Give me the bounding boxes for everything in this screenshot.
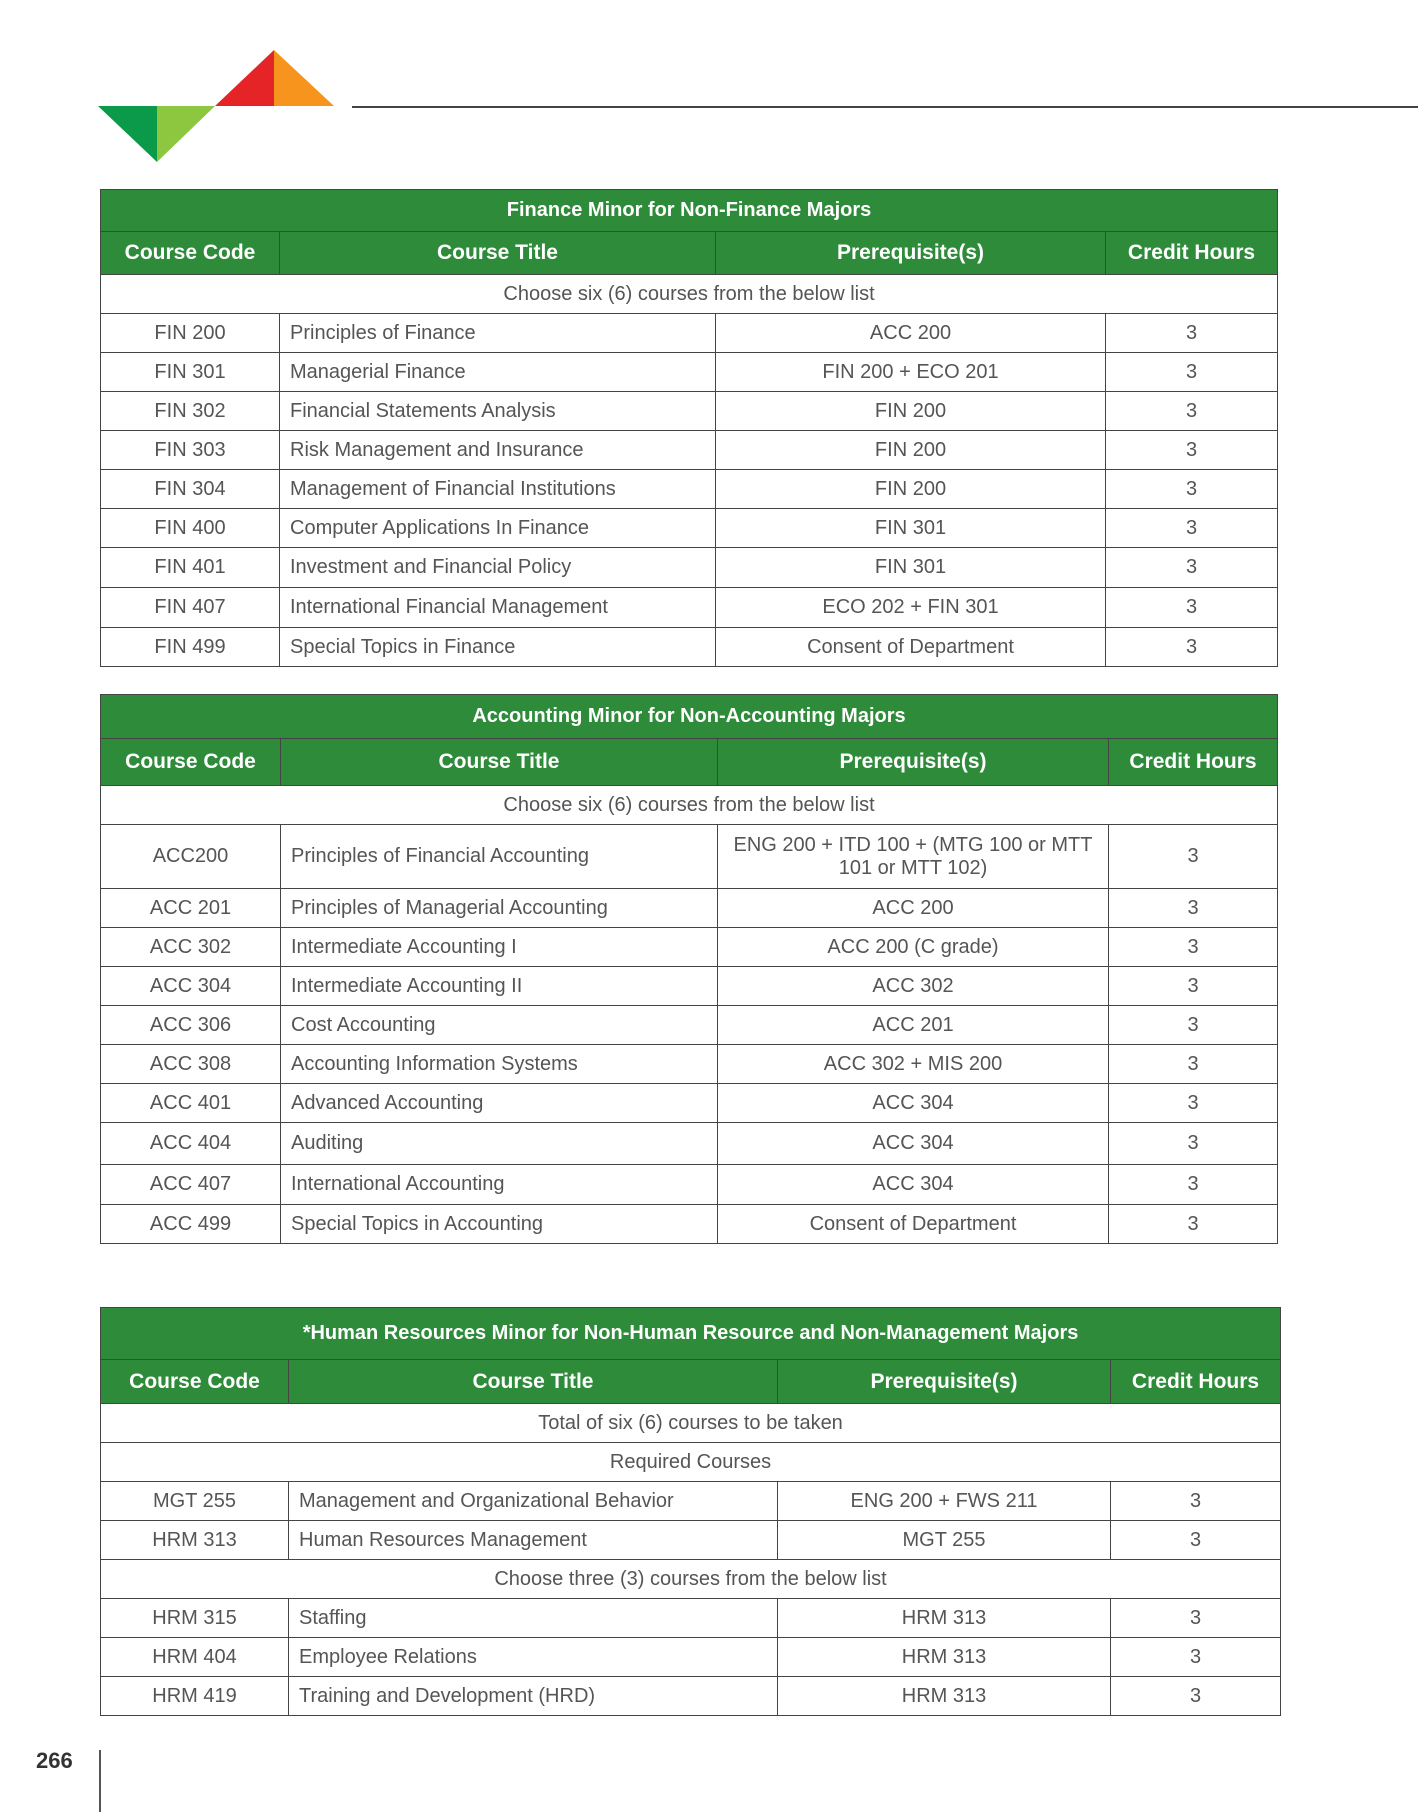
course-title: Management of Financial Institutions — [280, 470, 716, 509]
table-row — [101, 967, 1278, 1006]
course-prereq: ACC 302 — [718, 967, 1109, 1006]
course-prereq: ACC 200 — [718, 889, 1109, 928]
table-caption: Finance Minor for Non-Finance Majors — [101, 190, 1278, 232]
table-row — [101, 1006, 1278, 1045]
course-prereq: ACC 201 — [718, 1006, 1109, 1045]
table-row — [101, 928, 1278, 967]
table-row — [101, 825, 1278, 889]
header-rule — [352, 106, 1418, 108]
table-caption: Accounting Minor for Non-Accounting Majors — [101, 695, 1278, 739]
course-code: FIN 304 — [101, 470, 280, 509]
course-prereq: ACC 304 — [718, 1084, 1109, 1123]
course-prereq: FIN 301 — [716, 509, 1106, 548]
course-title: Auditing — [281, 1123, 718, 1165]
table-row — [101, 548, 1278, 588]
course-credits: 3 — [1106, 353, 1278, 392]
course-credits: 3 — [1109, 967, 1278, 1006]
course-code: ACC 308 — [101, 1045, 281, 1084]
course-prereq: ENG 200 + ITD 100 + (MTG 100 or MTT 101 or MTT 102) — [718, 825, 1109, 889]
footer-rule — [99, 1750, 101, 1812]
course-credits: 3 — [1111, 1677, 1281, 1716]
table-row — [101, 353, 1278, 392]
column-header-prerequisites: Prerequisite(s) — [778, 1360, 1111, 1404]
course-code: ACC 302 — [101, 928, 281, 967]
course-title: Computer Applications In Finance — [280, 509, 716, 548]
course-code: HRM 419 — [101, 1677, 289, 1716]
course-code: ACC 499 — [101, 1205, 281, 1244]
course-code: FIN 400 — [101, 509, 280, 548]
hr-minor-table — [100, 1307, 1281, 1716]
course-title: Employee Relations — [289, 1638, 778, 1677]
course-prereq: FIN 200 — [716, 431, 1106, 470]
course-prereq: ACC 302 + MIS 200 — [718, 1045, 1109, 1084]
course-credits: 3 — [1106, 470, 1278, 509]
course-credits: 3 — [1109, 1205, 1278, 1244]
course-code: ACC 401 — [101, 1084, 281, 1123]
course-credits: 3 — [1106, 628, 1278, 667]
course-title: Training and Development (HRD) — [289, 1677, 778, 1716]
table-row — [101, 1165, 1278, 1205]
table-note: Choose six (6) courses from the below list — [101, 786, 1278, 825]
course-credits: 3 — [1109, 889, 1278, 928]
table-note: Total of six (6) courses to be taken — [101, 1404, 1281, 1443]
course-credits: 3 — [1109, 825, 1278, 889]
course-prereq: ACC 200 — [716, 314, 1106, 353]
column-header-credit-hours: Credit Hours — [1109, 739, 1278, 786]
logo-triangles-icon — [98, 50, 334, 162]
table-note: Choose six (6) courses from the below list — [101, 275, 1278, 314]
table-row — [101, 1084, 1278, 1123]
course-credits: 3 — [1109, 1084, 1278, 1123]
course-code: ACC 306 — [101, 1006, 281, 1045]
table-row — [101, 431, 1278, 470]
table-note: Required Courses — [101, 1443, 1281, 1482]
course-title: Managerial Finance — [280, 353, 716, 392]
course-code: FIN 301 — [101, 353, 280, 392]
course-title: Principles of Managerial Accounting — [281, 889, 718, 928]
course-title: Risk Management and Insurance — [280, 431, 716, 470]
table-row — [101, 509, 1278, 548]
table-row — [101, 1599, 1281, 1638]
course-title: Special Topics in Finance — [280, 628, 716, 667]
accounting-minor-table — [100, 694, 1278, 1244]
course-credits: 3 — [1109, 1006, 1278, 1045]
finance-minor-table — [100, 189, 1278, 667]
course-code: ACC 201 — [101, 889, 281, 928]
table-row — [101, 1521, 1281, 1560]
table-row — [101, 1677, 1281, 1716]
course-credits: 3 — [1106, 392, 1278, 431]
course-credits: 3 — [1106, 431, 1278, 470]
course-credits: 3 — [1111, 1482, 1281, 1521]
course-prereq: ACC 304 — [718, 1165, 1109, 1205]
table-row — [101, 314, 1278, 353]
column-header-course-title: Course Title — [289, 1360, 778, 1404]
course-prereq: HRM 313 — [778, 1599, 1111, 1638]
course-credits: 3 — [1109, 1045, 1278, 1084]
course-prereq: HRM 313 — [778, 1638, 1111, 1677]
course-code: FIN 499 — [101, 628, 280, 667]
course-code: MGT 255 — [101, 1482, 289, 1521]
course-prereq: FIN 200 — [716, 470, 1106, 509]
table-row — [101, 1638, 1281, 1677]
course-prereq: ENG 200 + FWS 211 — [778, 1482, 1111, 1521]
course-title: Management and Organizational Behavior — [289, 1482, 778, 1521]
course-credits: 3 — [1106, 509, 1278, 548]
column-header-course-title: Course Title — [281, 739, 718, 786]
course-credits: 3 — [1111, 1638, 1281, 1677]
course-prereq: ACC 200 (C grade) — [718, 928, 1109, 967]
course-title: Cost Accounting — [281, 1006, 718, 1045]
course-prereq: FIN 301 — [716, 548, 1106, 588]
table-row — [101, 1123, 1278, 1165]
column-header-course-code: Course Code — [101, 739, 281, 786]
course-prereq: MGT 255 — [778, 1521, 1111, 1560]
course-title: Intermediate Accounting II — [281, 967, 718, 1006]
course-title: Intermediate Accounting I — [281, 928, 718, 967]
table-row — [101, 1482, 1281, 1521]
column-header-credit-hours: Credit Hours — [1111, 1360, 1281, 1404]
course-credits: 3 — [1109, 928, 1278, 967]
course-title: Principles of Financial Accounting — [281, 825, 718, 889]
column-header-course-title: Course Title — [280, 232, 716, 275]
course-credits: 3 — [1111, 1599, 1281, 1638]
course-code: HRM 404 — [101, 1638, 289, 1677]
table-note: Choose three (3) courses from the below list — [101, 1560, 1281, 1599]
course-title: Investment and Financial Policy — [280, 548, 716, 588]
course-code: ACC 304 — [101, 967, 281, 1006]
course-title: Staffing — [289, 1599, 778, 1638]
course-code: ACC 407 — [101, 1165, 281, 1205]
course-title: International Financial Management — [280, 588, 716, 628]
course-title: Special Topics in Accounting — [281, 1205, 718, 1244]
course-credits: 3 — [1106, 548, 1278, 588]
course-code: FIN 401 — [101, 548, 280, 588]
course-prereq: Consent of Department — [718, 1205, 1109, 1244]
course-code: FIN 302 — [101, 392, 280, 431]
course-code: ACC200 — [101, 825, 281, 889]
course-code: FIN 200 — [101, 314, 280, 353]
table-row — [101, 392, 1278, 431]
course-prereq: HRM 313 — [778, 1677, 1111, 1716]
course-code: HRM 315 — [101, 1599, 289, 1638]
course-code: FIN 303 — [101, 431, 280, 470]
table-row — [101, 588, 1278, 628]
course-title: Accounting Information Systems — [281, 1045, 718, 1084]
column-header-prerequisites: Prerequisite(s) — [718, 739, 1109, 786]
course-code: ACC 404 — [101, 1123, 281, 1165]
course-code: FIN 407 — [101, 588, 280, 628]
column-header-prerequisites: Prerequisite(s) — [716, 232, 1106, 275]
course-title: Principles of Finance — [280, 314, 716, 353]
course-prereq: FIN 200 — [716, 392, 1106, 431]
course-prereq: FIN 200 + ECO 201 — [716, 353, 1106, 392]
course-prereq: ECO 202 + FIN 301 — [716, 588, 1106, 628]
table-row — [101, 1045, 1278, 1084]
course-title: Financial Statements Analysis — [280, 392, 716, 431]
course-prereq: Consent of Department — [716, 628, 1106, 667]
course-credits: 3 — [1109, 1123, 1278, 1165]
table-caption: *Human Resources Minor for Non-Human Resource and Non-Management Majors — [101, 1308, 1281, 1360]
course-title: International Accounting — [281, 1165, 718, 1205]
course-credits: 3 — [1109, 1165, 1278, 1205]
table-row — [101, 889, 1278, 928]
course-title: Advanced Accounting — [281, 1084, 718, 1123]
table-row — [101, 628, 1278, 667]
table-row — [101, 1205, 1278, 1244]
column-header-course-code: Course Code — [101, 232, 280, 275]
course-credits: 3 — [1106, 588, 1278, 628]
course-title: Human Resources Management — [289, 1521, 778, 1560]
page-number: 266 — [36, 1748, 73, 1773]
course-credits: 3 — [1111, 1521, 1281, 1560]
column-header-credit-hours: Credit Hours — [1106, 232, 1278, 275]
course-prereq: ACC 304 — [718, 1123, 1109, 1165]
column-header-course-code: Course Code — [101, 1360, 289, 1404]
course-credits: 3 — [1106, 314, 1278, 353]
table-row — [101, 470, 1278, 509]
course-code: HRM 313 — [101, 1521, 289, 1560]
